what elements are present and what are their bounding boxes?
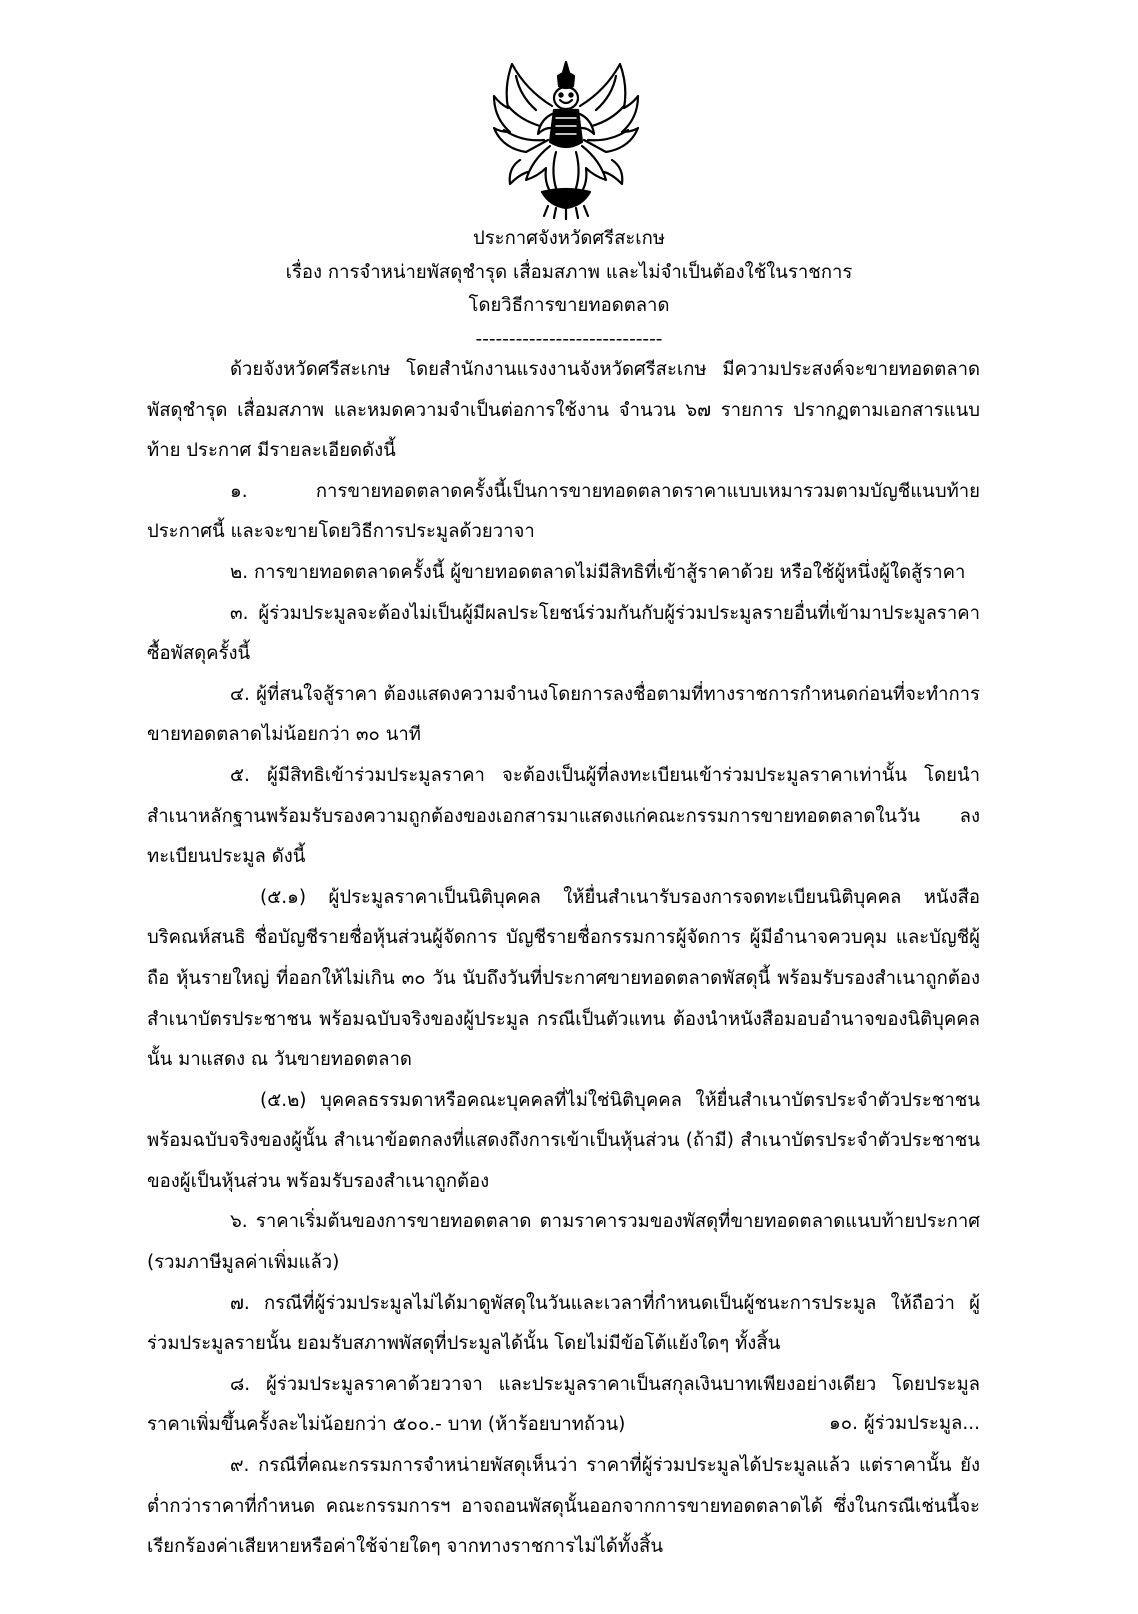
clause-6: ๖. ราคาเริ่มต้นของการขายทอดตลาด ตามราคารวมของพัสดุที่ขายทอดตลาดแนบท้ายประกาศ (รวมภาษีมูลค่าเพิ่มแล้ว): [147, 1211, 980, 1274]
clause-5-2: (๕.๒) บุคคลธรรมดาหรือคณะบุคคลที่ไม่ใช่นิติบุคคล ให้ยื่นสำเนาบัตรประจำตัวประชาชน พร้อมฉบับจริงของผู้นั้น สำเนาข้อตกลงที่แสดงถึงการเข้าเป็นหุ้นส่วน (ถ้ามี) สำเนาบัตรประจำตัวประชาชน ของผู้เป็นหุ้นส่วน พร้อมรับรองสำเนาถูกต้อง: [147, 1089, 980, 1192]
intro-paragraph: ด้วยจังหวัดศรีสะเกษ โดยสำนักงานแรงงานจังหวัดศรีสะเกษ มีความประสงค์จะขายทอดตลาด พัสดุชำรุด เสื่อมสภาพ และหมดความจำเป็นต่อการใช้งาน จำนวน ๖๗ รายการ ปรากฏตามเอกสารแนบท้าย ประกาศ มีรายละเอียดดังนี้: [147, 359, 980, 462]
clause-5: ๕. ผู้มีสิทธิเข้าร่วมประมูลราคา จะต้องเป็นผู้ที่ลงทะเบียนเข้าร่วมประมูลราคาเท่านั้น โดยนำ สำเนาหลักฐานพร้อมรับรองความถูกต้องของเอกสารมาแสดงแก่คณะกรรมการขายทอดตลาดในวัน ลงทะเบียนประมูล ดังนี้: [147, 764, 980, 868]
announcement-title-block: [0, 222, 1138, 356]
continuation-note: ๑๐. ผู้ร่วมประมูล...: [829, 1413, 980, 1434]
title-divider: ----------------------------: [475, 328, 663, 350]
clause-1: ๑. การขายทอดตลาดครั้งนี้เป็นการขายทอดตลาดราคาแบบเหมารวมตามบัญชีแนบท้าย ประกาศนี้ และจะขายโดยวิธีการประมูลด้วยวาจา: [147, 480, 980, 543]
garuda-emblem-icon: [486, 56, 646, 221]
announcement-subject: เรื่อง การจำหน่ายพัสดุชำรุด เสื่อมสภาพ และไม่จำเป็นต้องใช้ในราชการ: [285, 261, 853, 283]
clause-7: ๗. กรณีที่ผู้ร่วมประมูลไม่ได้มาดูพัสดุในวันและเวลาที่กำหนดเป็นผู้ชนะการประมูล ให้ถือว่า ผู้ร่วมประมูลรายนั้น ยอมรับสภาพพัสดุที่ประมูลได้นั้น โดยไม่มีข้อโต้แย้งใดๆ ทั้งสิ้น: [147, 1292, 980, 1355]
clause-3: ๓. ผู้ร่วมประมูลจะต้องไม่เป็นผู้มีผลประโยชน์ร่วมกันกับผู้ร่วมประมูลรายอื่นที่เข้ามาประมูลราคา ซื้อพัสดุครั้งนี้: [147, 602, 980, 665]
announcement-body: [147, 350, 980, 1568]
clause-9: ๙. กรณีที่คณะกรรมการจำหน่ายพัสดุเห็นว่า ราคาที่ผู้ร่วมประมูลได้ประมูลแล้ว แต่ราคานั้น ยังต่ำกว่าราคาที่กำหนด คณะกรรมการฯ อาจถอนพัสดุนั้นออกจากการขายทอดตลาดได้ ซึ่งในกรณีเช่นนี้จะ เรียกร้องค่าเสียหายหรือค่าใช้จ่ายใดๆ จากทางราชการไม่ได้ทั้งสิ้น: [147, 1455, 980, 1558]
announcement-heading: ประกาศจังหวัดศรีสะเกษ: [472, 228, 666, 249]
announcement-method: โดยวิธีการขายทอดตลาด: [468, 295, 670, 316]
clause-8: ๘. ผู้ร่วมประมูลราคาด้วยวาจา และประมูลราคาเป็นสกุลเงินบาทเพียงอย่างเดียว โดยประมูล ราคาเพิ่มขึ้นครั้งละไม่น้อยกว่า ๕๐๐.- บาท (ห้าร้อยบาทถ้วน): [147, 1373, 980, 1436]
clause-2: ๒. การขายทอดตลาดครั้งนี้ ผู้ขายทอดตลาดไม่มีสิทธิที่เข้าสู้ราคาด้วย หรือใช้ผู้หนึ่งผู้ใดสู้ราคา: [230, 561, 966, 583]
clause-4: ๔. ผู้ที่สนใจสู้ราคา ต้องแสดงความจำนงโดยการลงชื่อตามที่ทางราชการกำหนดก่อนที่จะทำการ ขายทอดตลาดไม่น้อยกว่า ๓๐ นาที: [147, 683, 980, 746]
clause-5-1: (๕.๑) ผู้ประมูลราคาเป็นนิติบุคคล ให้ยื่นสำเนารับรองการจดทะเบียนนิติบุคคล หนังสือ บริคณห์สนธิ ชื่อบัญชีรายชื่อหุ้นส่วนผู้จัดการ บัญชีรายชื่อกรรมการผู้จัดการ ผู้มีอำนาจควบคุม และบัญชีผู้ถือ หุ้นรายใหญ่ ที่ออกให้ไม่เกิน ๓๐ วัน นับถึงวันที่ประกาศขายทอดตลาดพัสดุนี้ พร้อมรับรองสำเนาถูกต้อง สำเนาบัตรประชาชน พร้อมฉบับจริงของผู้ประมูล กรณีเป็นตัวแทน ต้องนำหนังสือมอบอำนาจของนิติบุคคลนั้น มาแสดง ณ วันขายทอดตลาด: [147, 886, 980, 1071]
